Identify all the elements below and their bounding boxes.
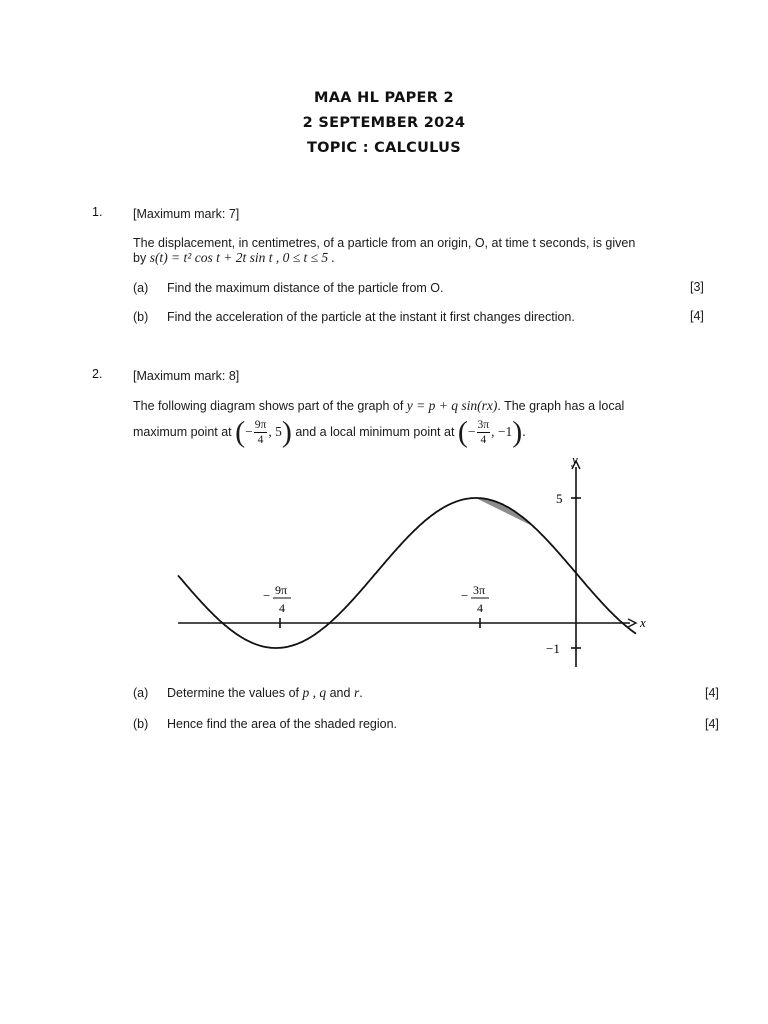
x-tick-right-denominator: 4 [477,601,483,615]
question-2a-marks: [4] [705,686,719,700]
question-2a-text: Determine the values of p , q and r. [167,685,363,700]
y-tick-label-5: 5 [556,491,563,506]
shaded-region [476,498,534,527]
question-2b-marks: [4] [705,717,719,731]
question-2-stem-prefix: The following diagram shows part of the graph of [133,399,404,413]
question-1-displacement-formula: s(t) = t² cos t + 2t sin t , 0 ≤ t ≤ 5 . [149,250,335,265]
question-1-stem-line1: The displacement, in centimetres, of a particle from an origin, O, at time t seconds, is given [133,236,636,250]
question-2-function: y = p + q sin(rx) [406,398,498,413]
question-2-max-text: maximum point at [133,425,232,439]
sine-curve [178,498,636,648]
question-1a-marks: [3] [690,280,704,294]
question-1b-marks: [4] [690,309,704,323]
paper-topic: TOPIC : CALCULUS [306,140,462,156]
x-tick-left-denominator: 4 [279,601,285,615]
question-1-stem-line2 [133,250,335,266]
x-axis-label: x [640,615,646,630]
question-2a-label: (a) [133,686,149,700]
question-1b-label: (b) [133,310,149,324]
question-2a-variable-r: r [353,685,360,700]
paper-header [0,86,768,161]
x-tick-right-numerator: 3π [473,583,486,597]
question-2b-label: (b) [133,717,149,731]
question-2-min-text: and a local minimum point at [295,425,455,439]
question-2b-text: Hence find the area of the shaded region. [167,717,398,731]
min-point-x-fraction: $\frac{3\pi}{4}$ [477,419,490,447]
question-2-max-mark: [Maximum mark: 8] [133,369,240,383]
x-tick-left-sign: − [263,588,271,603]
x-tick-right-sign: − [461,588,469,603]
x-tick-left-numerator: 9π [275,583,288,597]
question-2-stem-line2: maximum point at (− $\frac{9\pi}{4}$ , 5) and a local minimum point at (− $\frac{3\pi}{4}$ , −1). [133,415,526,449]
question-2-stem-suffix: . The graph has a local [497,399,625,413]
question-1a-text: Find the maximum distance of the particle from O. [167,281,444,295]
paper-date: 2 SEPTEMBER 2024 [302,115,466,131]
question-2-number: 2. [92,367,103,381]
y-axis-label: y [572,455,578,467]
question-1-stem-by: by [133,251,147,265]
question-2a-variables-pq: p , q [302,685,327,700]
y-tick-label-minus-1: −1 [546,641,560,656]
question-1-number: 1. [92,205,103,219]
question-2-stem-line1 [133,398,624,414]
sine-graph-diagram [170,455,650,670]
question-1b-text: Find the acceleration of the particle at the instant it first changes direction. [167,310,575,324]
max-point-x-fraction: $\frac{9\pi}{4}$ [254,419,267,447]
question-1a-label: (a) [133,281,149,295]
paper-title: MAA HL PAPER 2 [314,90,454,106]
question-1-max-mark: [Maximum mark: 7] [133,207,240,221]
